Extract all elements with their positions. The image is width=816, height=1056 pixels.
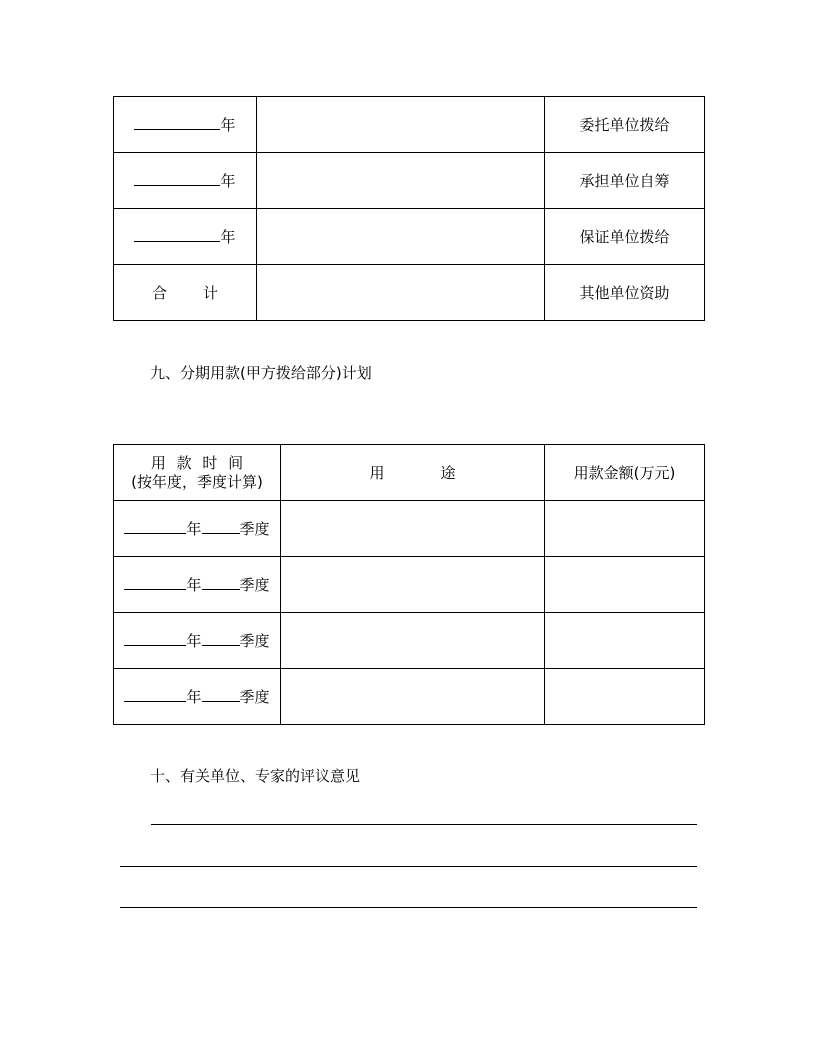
year-blank[interactable] — [134, 171, 220, 186]
period-cell[interactable] — [114, 613, 281, 669]
payment-schedule-table — [113, 444, 705, 725]
table-header-row — [114, 445, 705, 501]
source-label: 承担单位自筹 — [579, 172, 670, 190]
quarter-blank[interactable] — [202, 575, 240, 590]
amount-cell[interactable] — [257, 97, 545, 153]
amount-cell[interactable] — [545, 669, 705, 725]
year-unit-label: 年 — [220, 116, 236, 134]
quarter-unit-label: 季度 — [239, 632, 270, 650]
section-10-heading: 十、有关单位、专家的评议意见 — [150, 767, 361, 785]
year-blank[interactable] — [124, 519, 186, 534]
table-row — [114, 97, 705, 153]
table-row — [114, 557, 705, 613]
comment-line[interactable] — [120, 907, 697, 908]
amount-cell[interactable] — [545, 613, 705, 669]
header-amount: 用款金额(万元) — [573, 464, 676, 482]
total-label-b: 计 — [203, 284, 219, 302]
year-blank[interactable] — [134, 227, 220, 242]
use-cell[interactable] — [281, 557, 545, 613]
quarter-unit-label: 季度 — [239, 520, 270, 538]
source-label-cell — [545, 265, 705, 321]
quarter-unit-label: 季度 — [239, 576, 270, 594]
quarter-blank[interactable] — [202, 519, 240, 534]
total-amount-cell[interactable] — [257, 265, 545, 321]
period-cell[interactable] — [114, 501, 281, 557]
year-unit-label: 年 — [186, 688, 202, 706]
header-amount-cell — [545, 445, 705, 501]
header-time-cell — [114, 445, 281, 501]
table-row — [114, 669, 705, 725]
section-9-heading: 九、分期用款(甲方拨给部分)计划 — [150, 364, 372, 382]
use-cell[interactable] — [281, 501, 545, 557]
year-cell[interactable] — [114, 209, 257, 265]
table-row — [114, 613, 705, 669]
year-blank[interactable] — [124, 687, 186, 702]
year-unit-label: 年 — [186, 576, 202, 594]
total-label-a: 合 — [151, 284, 167, 302]
year-cell[interactable] — [114, 153, 257, 209]
quarter-blank[interactable] — [202, 687, 240, 702]
header-use-b: 途 — [440, 464, 456, 482]
total-label-cell — [114, 265, 257, 321]
period-cell[interactable] — [114, 557, 281, 613]
year-blank[interactable] — [134, 115, 220, 130]
table-row — [114, 153, 705, 209]
year-cell[interactable] — [114, 97, 257, 153]
period-cell[interactable] — [114, 669, 281, 725]
year-blank[interactable] — [124, 631, 186, 646]
amount-cell[interactable] — [545, 501, 705, 557]
header-time-line1: 用 款 时 间 — [150, 453, 244, 472]
quarter-unit-label: 季度 — [239, 688, 270, 706]
amount-cell[interactable] — [545, 557, 705, 613]
source-label-cell — [545, 97, 705, 153]
amount-cell[interactable] — [257, 153, 545, 209]
amount-cell[interactable] — [257, 209, 545, 265]
use-cell[interactable] — [281, 669, 545, 725]
year-unit-label: 年 — [186, 632, 202, 650]
year-blank[interactable] — [124, 575, 186, 590]
table-row — [114, 209, 705, 265]
year-unit-label: 年 — [220, 228, 236, 246]
year-unit-label: 年 — [220, 172, 236, 190]
quarter-blank[interactable] — [202, 631, 240, 646]
source-label: 其他单位资助 — [579, 284, 670, 302]
source-label-cell — [545, 153, 705, 209]
source-label-cell — [545, 209, 705, 265]
comment-line[interactable] — [151, 824, 697, 825]
header-time-line2: (按年度，季度计算) — [131, 472, 263, 491]
header-use-a: 用 — [369, 464, 385, 482]
funding-source-table — [113, 96, 705, 321]
table-row-total — [114, 265, 705, 321]
table-row — [114, 501, 705, 557]
year-unit-label: 年 — [186, 520, 202, 538]
comment-line[interactable] — [120, 866, 697, 867]
use-cell[interactable] — [281, 613, 545, 669]
source-label: 保证单位拨给 — [579, 228, 670, 246]
header-use-cell — [281, 445, 545, 501]
source-label: 委托单位拨给 — [579, 116, 670, 134]
